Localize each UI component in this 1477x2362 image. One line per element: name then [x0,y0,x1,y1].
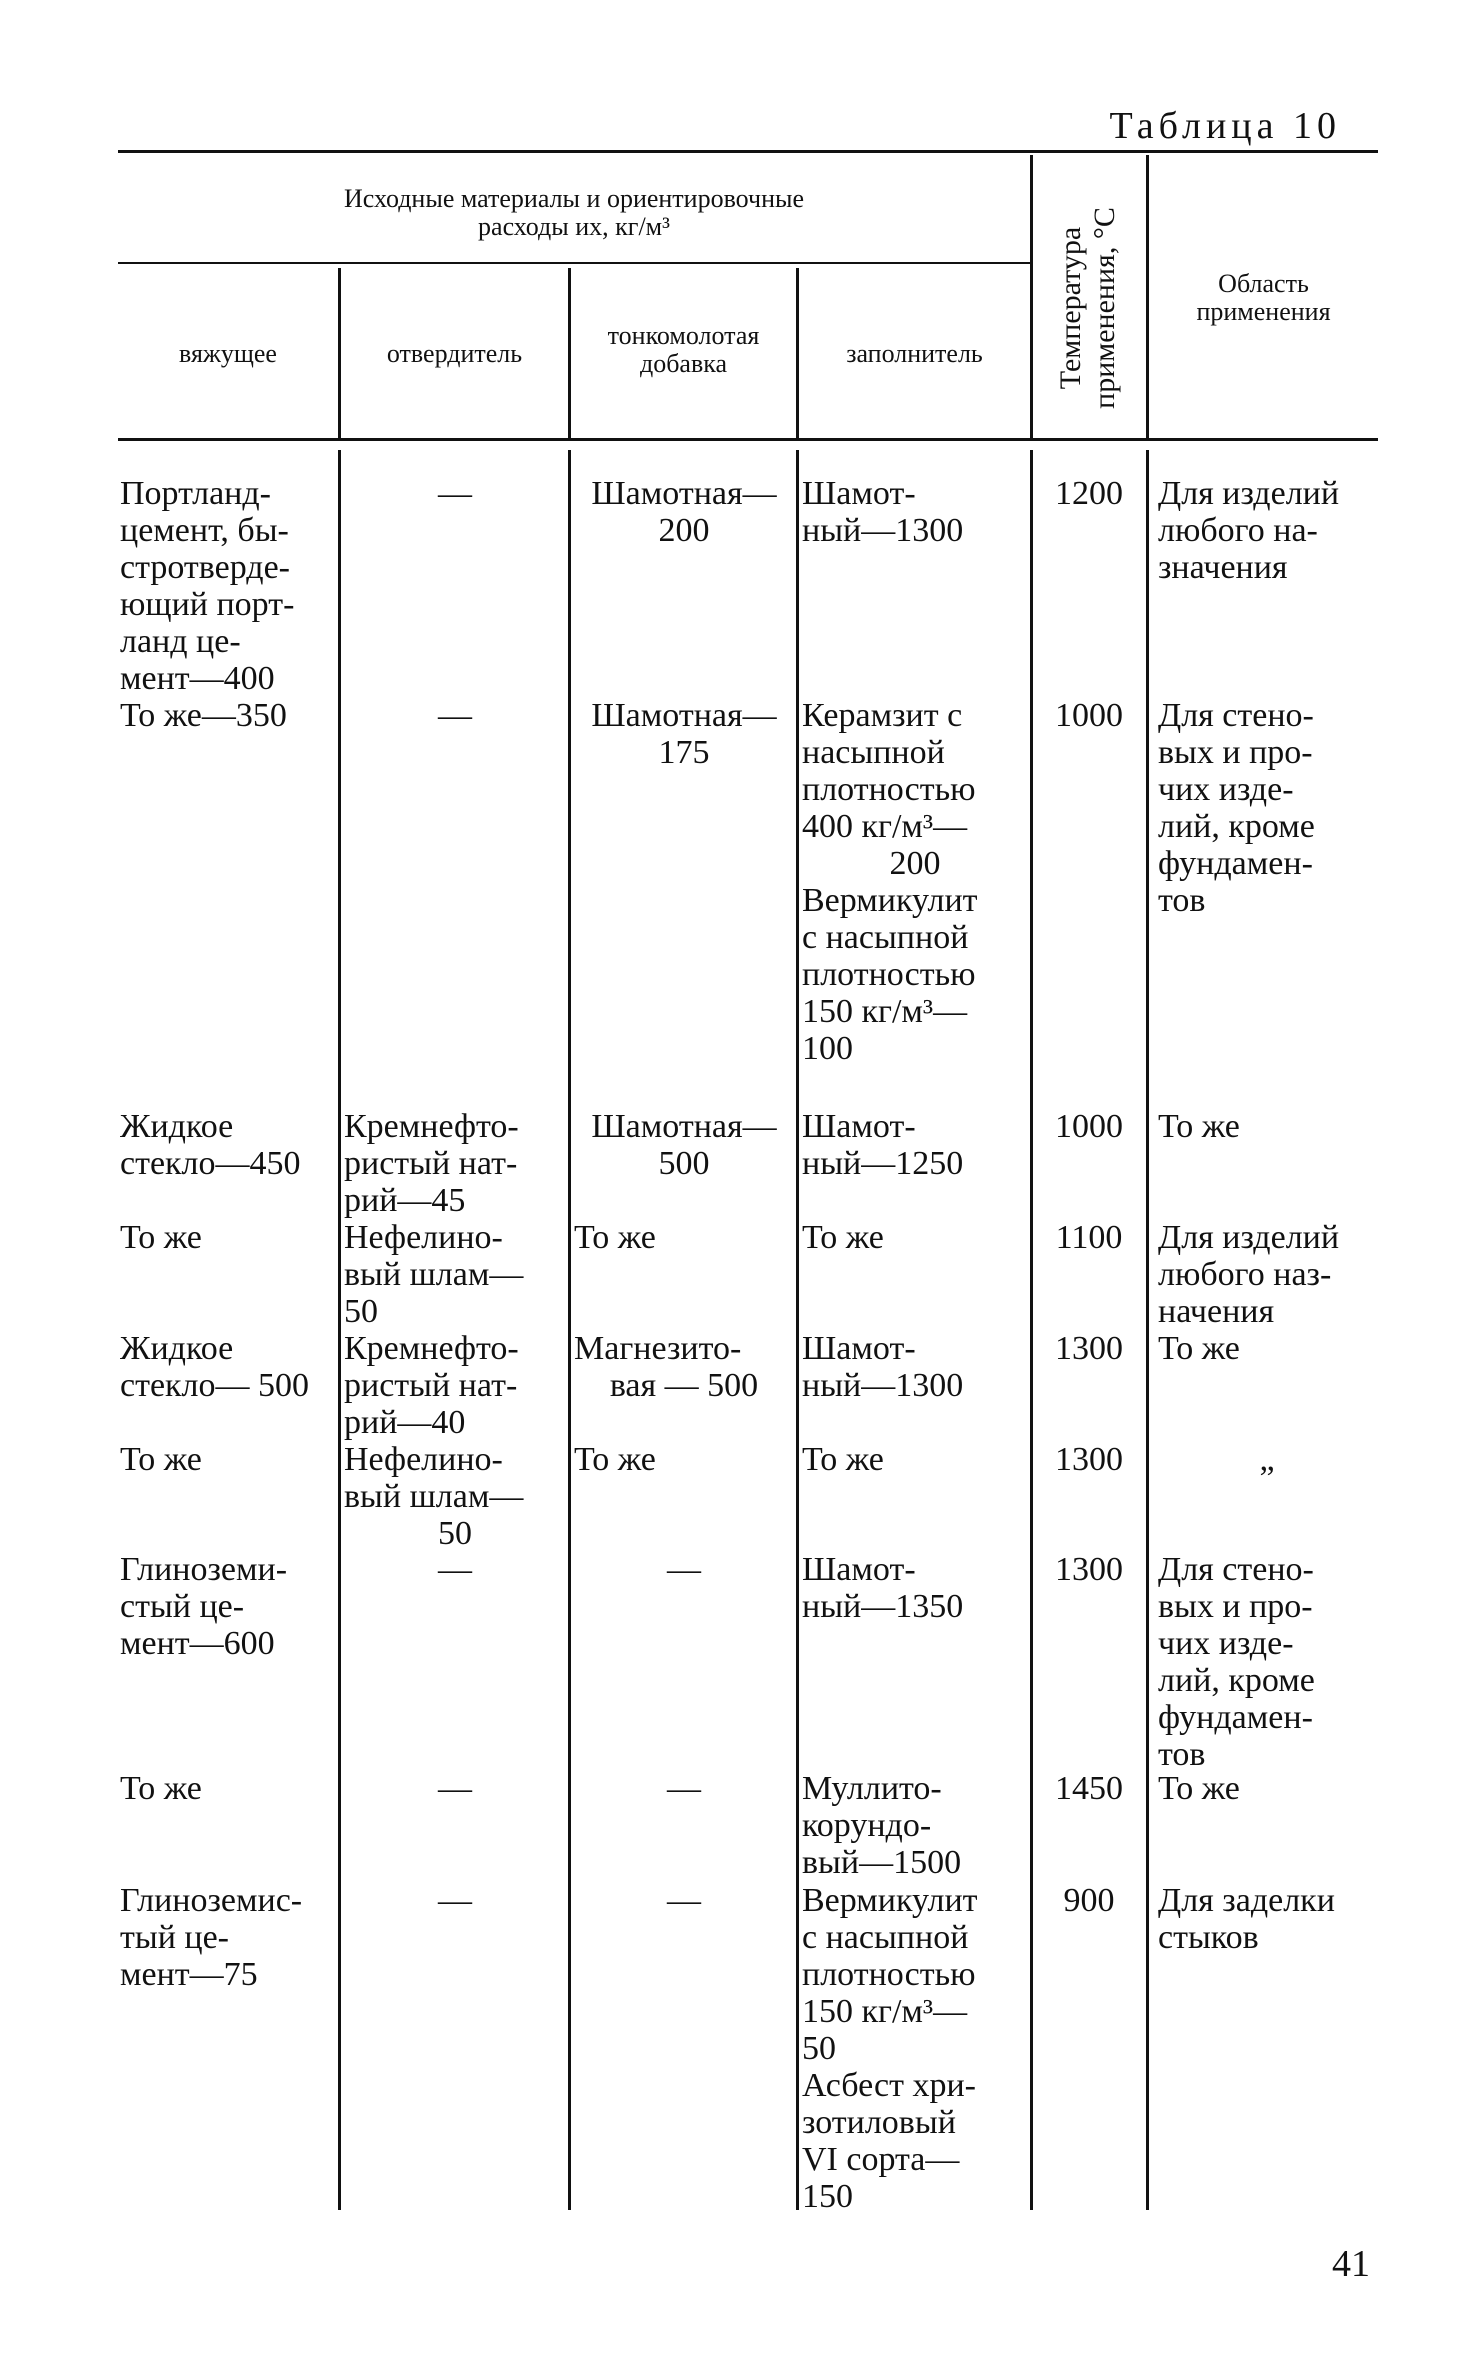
cell-area [1158,1770,1376,1807]
cell-line: Жидкое [120,1330,234,1367]
table-caption: Таблица 10 [1109,105,1341,147]
cell-line: ный—1350 [802,1588,964,1625]
cell-binder [120,1219,336,1256]
cell-line: чих изде- [1158,1625,1294,1662]
cell-line: корундо- [802,1807,932,1844]
cell-binder [120,1108,336,1182]
cell-line: — [438,1770,472,1807]
cell-line: любого на- [1158,512,1318,549]
cell-additive [574,697,794,771]
cell-line: Шамот- [802,475,916,512]
cell-area [1158,1108,1376,1145]
body-divider-hardener [338,450,341,2210]
cell-line: стекло—450 [120,1145,301,1182]
cell-line: Вермикулит [802,1882,978,1919]
cell-line: — [438,1551,472,1588]
cell-line: Нефелино- [344,1441,503,1478]
cell-filler [802,475,1028,549]
cell-line: 50 [344,1293,378,1330]
cell-binder [120,475,336,697]
cell-hardener [344,1551,566,1588]
cell-temp [1034,1551,1144,1588]
cell-binder [120,1441,336,1478]
cell-temp [1034,1770,1144,1807]
cell-temp [1034,475,1144,512]
cell-line: То же [120,1441,202,1478]
cell-line: с насыпной [802,919,969,956]
cell-line: Шамот- [802,1330,916,1367]
cell-temp [1034,1882,1144,1919]
cell-line: То же [1158,1330,1240,1367]
cell-temp [1034,1108,1144,1145]
cell-line: стротверде- [120,549,290,586]
cell-line: Для стено- [1158,697,1314,734]
cell-filler [802,1882,1028,2215]
cell-line: Керамзит с [802,697,963,734]
cell-line: 100 [802,1030,853,1067]
cell-additive [574,1770,794,1807]
cell-hardener [344,697,566,734]
cell-binder [120,697,336,734]
cell-line: „ [1259,1441,1275,1478]
cell-binder [120,1551,336,1662]
cell-additive [574,1219,794,1256]
header-materials-group [118,185,1030,241]
cell-line: То же [574,1441,656,1478]
cell-binder [120,1770,336,1807]
cell-filler [802,1441,1028,1478]
cell-line: 1100 [1055,1219,1123,1256]
cell-filler [802,697,1028,1067]
cell-line: вый шлам— [344,1478,524,1515]
cell-line: 50 [802,2030,836,2067]
cell-line: — [667,1770,701,1807]
cell-temp [1034,1441,1144,1478]
cell-line: Для заделки [1158,1882,1335,1919]
header-materials-line: Исходные материалы и ориентировочные [343,184,805,213]
cell-line: — [438,697,472,734]
header-materials-line: расходы их, кг/м³ [478,212,670,241]
cell-line: 1000 [1055,1108,1123,1145]
cell-line: любого наз- [1158,1256,1332,1293]
cell-line: 150 кг/м³— [802,993,968,1030]
cell-hardener [344,1770,566,1807]
cell-line: Муллито- [802,1770,942,1807]
cell-additive [574,1441,794,1478]
cell-temp [1034,1330,1144,1367]
cell-line: VI сорта— [802,2141,960,2178]
cell-line: фундамен- [1158,845,1313,882]
cell-hardener [344,1108,566,1219]
cell-line: Глиноземи- [120,1551,288,1588]
cell-line: насыпной [802,734,945,771]
cell-line: То же [1158,1108,1240,1145]
cell-line: цемент, бы- [120,512,289,549]
cell-line: Шамотная— [591,697,777,734]
cell-line: вый шлам— [344,1256,524,1293]
cell-line: Асбест хри- [802,2067,976,2104]
cell-line: ный—1300 [802,512,964,549]
cell-line: тый це- [120,1919,230,1956]
cell-line: ланд це- [120,623,241,660]
cell-line: Шамотная— [591,1108,777,1145]
header-filler: заполнитель [846,339,983,368]
cell-line: 1300 [1055,1441,1123,1478]
cell-line: 150 кг/м³— [802,1993,968,2030]
cell-line: рий—40 [344,1404,466,1441]
cell-line: ный—1300 [802,1367,964,1404]
cell-line: — [438,1882,472,1919]
cell-line: 400 кг/м³— [802,808,968,845]
group-header-rule [118,262,1030,264]
header-temperature [1030,165,1146,450]
cell-line: плотностью [802,771,976,808]
cell-line: Нефелино- [344,1219,503,1256]
cell-temp [1034,1219,1144,1256]
cell-line: Портланд- [120,475,271,512]
cell-line: с насыпной [802,1919,969,1956]
cell-line: мент—400 [120,660,275,697]
cell-line: Для изделий [1158,1219,1340,1256]
cell-additive [574,1551,794,1588]
cell-line: Шамотная— [591,475,777,512]
cell-line: стый це- [120,1588,245,1625]
header-temperature-line: Температура [1054,226,1087,389]
cell-temp [1034,697,1144,734]
cell-area [1158,1882,1376,1956]
cell-binder [120,1330,336,1404]
header-application-line: применения [1196,297,1331,326]
cell-line: То же [574,1219,656,1256]
cell-binder [120,1882,336,1993]
cell-line: 1450 [1055,1770,1123,1807]
cell-line: тов [1158,1736,1206,1773]
cell-line: — [438,475,472,512]
header-application [1149,270,1378,326]
cell-line: ристый нат- [344,1145,518,1182]
cell-line: зотиловый [802,2104,956,2141]
cell-line: Шамот- [802,1108,916,1145]
cell-filler [802,1551,1028,1625]
cell-line: То же—350 [120,697,287,734]
cell-line: 900 [1063,1882,1115,1919]
cell-line: вый—1500 [802,1844,962,1881]
cell-line: Для стено- [1158,1551,1314,1588]
header-binder: вяжущее [179,339,277,368]
cell-line: стекло— 500 [120,1367,310,1404]
cell-additive [574,1882,794,1919]
cell-line: Глиноземис- [120,1882,303,1919]
cell-filler [802,1770,1028,1881]
cell-hardener [344,475,566,512]
cell-line: То же [802,1441,884,1478]
cell-line: чих изде- [1158,771,1294,808]
cell-line: Жидкое [120,1108,234,1145]
cell-hardener [344,1441,566,1552]
header-additive-line: тонкомолотая [607,321,760,350]
cell-line: начения [1158,1293,1275,1330]
cell-line: Для изделий [1158,475,1340,512]
cell-line: 1300 [1055,1551,1123,1588]
body-divider-temp [1030,450,1033,2210]
cell-area [1158,1219,1376,1330]
cell-additive [574,1108,794,1182]
cell-line: значения [1158,549,1288,586]
cell-line: ный—1250 [802,1145,964,1182]
header-bottom-rule [118,438,1378,441]
cell-hardener [344,1219,566,1330]
cell-line: То же [120,1219,202,1256]
cell-line: 500 [658,1145,710,1182]
cell-line: ристый нат- [344,1367,518,1404]
cell-line: лий, кроме [1158,808,1315,845]
body-divider-additive [568,450,571,2210]
cell-hardener [344,1882,566,1919]
cell-line: мент—600 [120,1625,275,1662]
cell-line: 1000 [1055,697,1123,734]
cell-line: рий—45 [344,1182,466,1219]
table-top-rule [118,150,1378,153]
cell-filler [802,1330,1028,1404]
cell-line: Кремнефто- [344,1108,519,1145]
cell-line: плотностью [802,1956,976,1993]
cell-line: 200 [658,512,710,549]
cell-additive [574,1330,794,1404]
cell-line: плотностью [802,956,976,993]
cell-line: Магнезито- [574,1330,742,1367]
cell-line: 1200 [1055,475,1123,512]
cell-line: мент—75 [120,1956,258,1993]
header-temperature-line: применения, °С [1088,206,1121,409]
cell-line: стыков [1158,1919,1259,1956]
cell-line: фундамен- [1158,1699,1313,1736]
header-application-line: Область [1218,269,1309,298]
cell-line: То же [120,1770,202,1807]
cell-line: 175 [658,734,710,771]
cell-line: Кремнефто- [344,1330,519,1367]
body-divider-area [1146,450,1149,2210]
header-hardener: отвердитель [386,339,523,368]
cell-line: лий, кроме [1158,1662,1315,1699]
cell-line: Вермикулит [802,882,978,919]
body-divider-filler [796,450,799,2210]
cell-line: 1300 [1055,1330,1123,1367]
cell-line: — [667,1882,701,1919]
header-additive-line: добавка [639,349,728,378]
header-additive [571,322,796,378]
cell-filler [802,1108,1028,1182]
cell-line: 150 [802,2178,853,2215]
cell-line: вая — 500 [609,1367,759,1404]
cell-area [1158,697,1376,919]
cell-additive [574,475,794,549]
cell-area [1158,1441,1376,1478]
cell-line: То же [1158,1770,1240,1807]
cell-line: ющий порт- [120,586,295,623]
cell-filler [802,1219,1028,1256]
cell-line: 50 [438,1515,472,1552]
cell-line: 200 [889,845,941,882]
cell-line: вых и про- [1158,1588,1313,1625]
cell-area [1158,1551,1376,1773]
cell-line: тов [1158,882,1206,919]
cell-line: Шамот- [802,1551,916,1588]
cell-line: — [667,1551,701,1588]
cell-area [1158,475,1376,586]
cell-hardener [344,1330,566,1441]
cell-line: То же [802,1219,884,1256]
cell-area [1158,1330,1376,1367]
cell-line: вых и про- [1158,734,1313,771]
page-number: 41 [1332,2243,1370,2285]
